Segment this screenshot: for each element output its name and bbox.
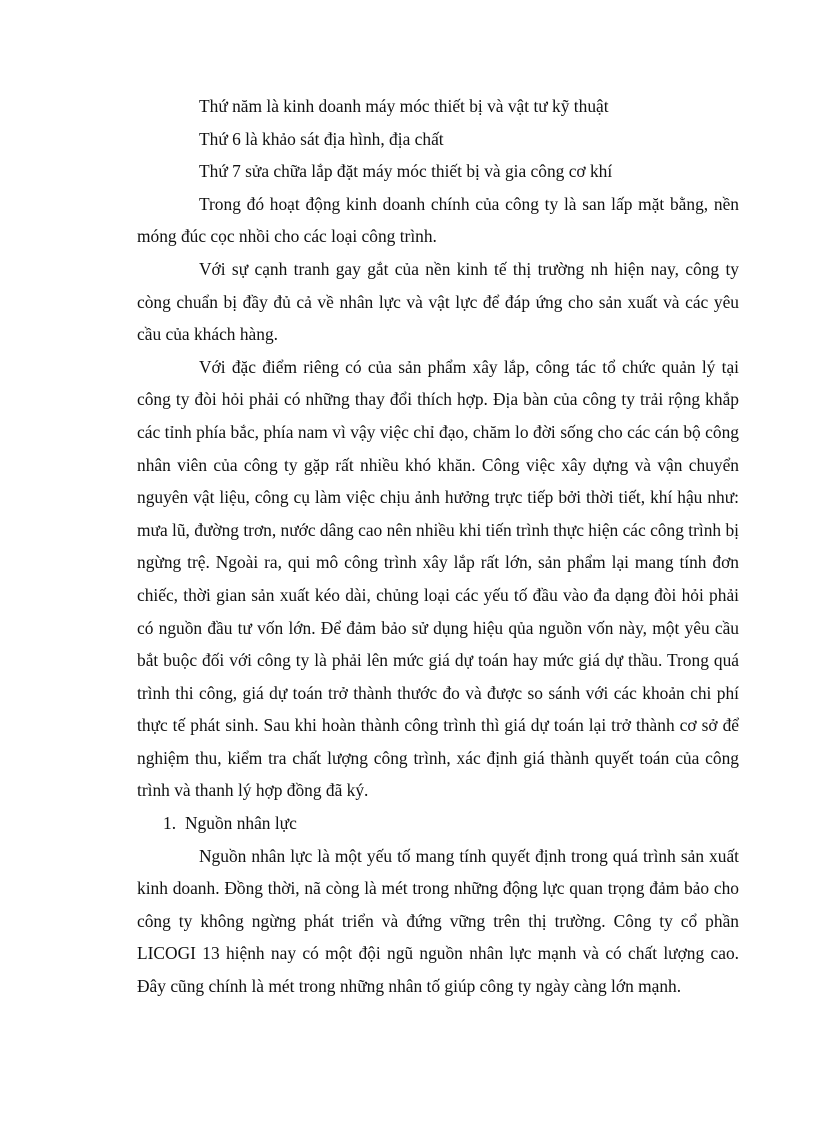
list-line: Thứ 7 sửa chữa lắp đặt máy móc thiết bị và gia công cơ khí — [199, 161, 613, 182]
section-heading — [137, 807, 739, 840]
paragraph-human-resources: Nguồn nhân lực là một yếu tố mang tính quyết định trong quá trình sản xuất kinh doanh. Đồng thời, nã còng là mét trong những động lực quan trọng đảm bảo cho công ty không ngừng phát triển và đứng vững trên thị trường. Công ty cổ phần LICOGI 13 hiệnh nay có một đội ngũ nguồn nhân lực mạnh và có chất lượng cao. Đây cũng chính là mét trong những nhân tố giúp công ty ngày càng lớn mạnh. — [137, 845, 739, 997]
paragraph-competition: Với sự cạnh tranh gay gắt của nền kinh tế thị trường nh hiện nay, công ty còng chuẩn bị đầy đủ cả về nhân lực và vật lực để đáp ứng cho sản xuất và các yêu cầu của khách hàng. — [137, 258, 739, 345]
document-page — [137, 90, 739, 1003]
list-line: Thứ 6 là khảo sát địa hình, địa chất — [199, 128, 444, 149]
section-number: 1. — [163, 813, 177, 834]
paragraph-characteristics: Với đặc điểm riêng có của sản phẩm xây lắp, công tác tổ chức quản lý tại công ty đòi hỏi phải có những thay đổi thích hợp. Địa bàn của công ty trải rộng khắp các tỉnh phía bắc, phía nam vì vậy việc chỉ đạo, chăm lo đời sống cho các cán bộ công nhân viên của công ty gặp rất nhiều khó khăn. Công việc xây dựng và vận chuyển nguyên vật liệu, công cụ làm việc chịu ảnh hưởng trực tiếp bởi thời tiết, khí hậu như: mưa lũ, đường trơn, nước dâng cao nên nhiều khi tiến trình thực hiện các công trình bị ngừng trệ. Ngoài ra, qui mô công trình xây lắp rất lớn, sản phẩm lại mang tính đơn chiếc, thời gian sản xuất kéo dài, chủng loại các yếu tố đầu vào đa dạng đòi hỏi phải có nguồn đầu tư vốn lớn. Để đảm bảo sử dụng hiệu qủa nguồn vốn này, một yêu cầu bắt buộc đối với công ty là phải lên mức giá dự toán hay mức giá dự thầu. Trong quá trình thi công, giá dự toán trở thành thước đo và được so sánh với các khoản chi phí thực tế phát sinh. Sau khi hoàn thành công trình thì giá dự toán lại trở thành cơ sở để nghiệm thu, kiểm tra chất lượng công trình, xác định giá thành quyết toán của công trình và thanh lý hợp đồng đã ký. — [137, 356, 739, 801]
section-title: Nguồn nhân lực — [185, 813, 297, 834]
list-line: Thứ năm là kinh doanh máy móc thiết bị và vật tư kỹ thuật — [199, 96, 609, 116]
paragraph-main-activity: Trong đó hoạt động kinh doanh chính của công ty là san lấp mặt bằng, nền móng đúc cọc nhồi cho các loại công trình. — [137, 193, 739, 247]
